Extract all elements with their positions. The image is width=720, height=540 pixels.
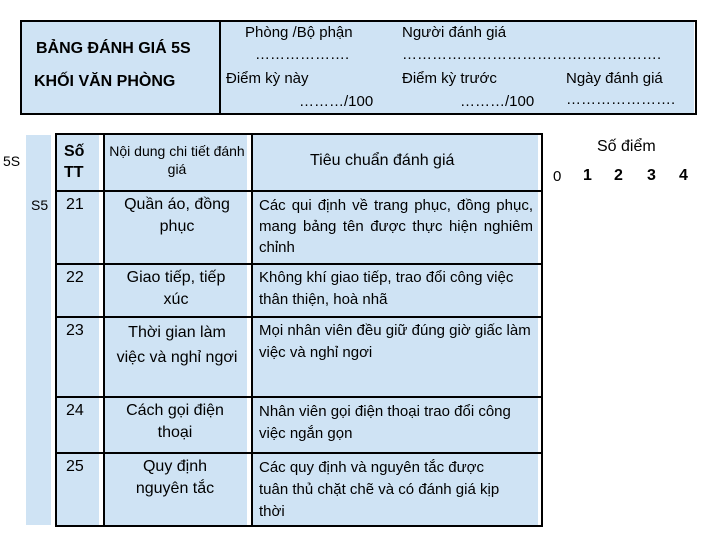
score-current-field[interactable]: ………/100 [299,93,374,110]
col-header-content [108,142,246,178]
col-header-5s: 5S [3,153,21,169]
row-23-content: Thời gian làm việc và nghỉ ngơi [116,324,238,366]
score-current-label: Điểm kỳ này [226,70,309,87]
row-24-content: Cách gọi điện thoại [126,402,224,441]
row-25-no: 25 [66,458,84,475]
col-s5-fill [26,135,51,525]
date-field[interactable]: …………………. [566,91,676,108]
row-25-content: Quy định nguyên tắc [135,458,215,497]
row-24-criteria: Nhân viên gọi điện thoại trao đổi công việc ngắn gọn [259,403,511,442]
row-22-criteria: Không khí giao tiếp, trao đổi công việc thân thiện, hoà nhã [259,269,514,308]
col-header-score: Số điểm [597,138,656,155]
col-header-no: Số TT [64,143,85,181]
row-23-no: 23 [66,322,84,339]
row-21-content: Quần áo, đồng phục [124,196,230,235]
col-header-content-text: Nội dung chi tiết đánh giá [109,143,245,177]
row-23-criteria: Mọi nhân viên đều giữ đúng giờ giấc làm việc và nghỉ ngơi [259,322,531,361]
row-25-criteria: Các quy định và nguyên tắc được tuân thủ chặt chẽ và có đánh giá kịp thời [259,459,500,520]
evaluator-label: Người đánh giá [402,24,507,41]
score-level-0: 0 [553,168,562,185]
row-24-no: 24 [66,402,84,419]
score-previous-field[interactable]: ………/100 [460,93,535,110]
date-label: Ngày đánh giá [566,70,663,87]
score-level-3: 3 [647,167,656,184]
department-field[interactable]: ………………. [255,46,350,63]
score-level-1: 1 [583,167,592,184]
score-previous-label: Điểm kỳ trước [402,70,497,87]
form-subtitle: KHỐI VĂN PHÒNG [34,73,176,90]
group-label-s5: S5 [31,197,49,213]
evaluator-field[interactable]: ……………………………………………. [402,46,662,63]
row-22-content: Giao tiếp, tiếp xúc [126,269,226,308]
department-label: Phòng /Bộ phận [245,24,353,41]
row-21-criteria: Các qui định về trang phục, đồng phục, mang bảng tên được thực hiện nghiêm chỉnh [259,197,533,256]
row-22-no: 22 [66,269,84,286]
form-title: BẢNG ĐÁNH GIÁ 5S [36,40,191,57]
col-header-criteria: Tiêu chuẩn đánh giá [310,152,455,169]
score-level-4: 4 [679,167,688,184]
row-21-no: 21 [66,196,84,213]
score-level-2: 2 [614,167,623,184]
